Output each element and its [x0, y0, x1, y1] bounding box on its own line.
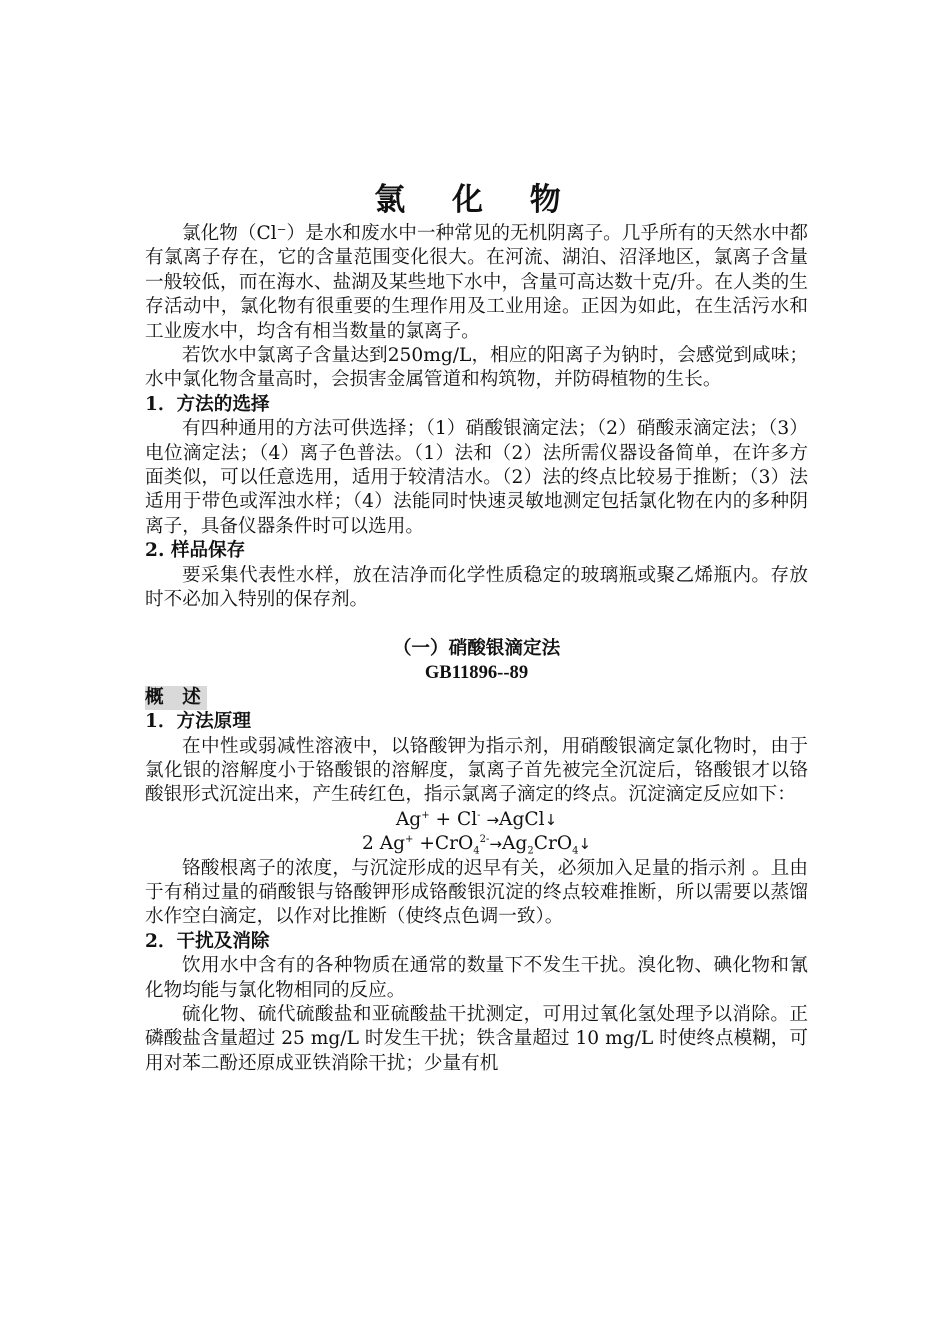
overview-label: 概 述 [145, 686, 207, 710]
method-choice-paragraph: 有四种通用的方法可供选择；（1）硝酸银滴定法；（2）硝酸汞滴定法；（3）电位滴定法；（4）离子色普法。（1）法和（2）法所需仪器设备简单，在许多方面类似，可以任意选用，适用于较清洁水。（2）法的终点比较易于推断；（3）法适用于带色或浑浊水样；（4）法能同时快速灵敏地测定包括氯化物在内的多种阴离子，具备仪器条件时可以选用。 [145, 418, 808, 537]
principle-paragraph-2: 铬酸根离子的浓度，与沉淀形成的迟早有关，必须加入足量的指示剂 。且由于有稍过量的硝酸银与铬酸钾形成铬酸银沉淀的终点较难推断，所以需要以蒸馏水作空白滴定，以作对比推断（使终点色调一致）。 [145, 857, 808, 928]
reaction-equation-1: Ag+ + Cl- →AgCl↓ [395, 808, 558, 830]
precipitate-arrow-icon: ↓ [578, 835, 592, 854]
reaction-arrow-icon: → [489, 835, 502, 854]
spacer [145, 613, 808, 637]
document-page [145, 178, 808, 1076]
interference-heading: 2．干扰及消除 [145, 930, 270, 952]
section-heading-sample-storage: 2. 样品保存 [145, 540, 246, 562]
sample-storage-paragraph: 要采集代表性水样，放在洁净而化学性质稳定的玻璃瓶或聚乙烯瓶内。存放时不必加入特别的保存剂。 [145, 564, 808, 611]
reaction-arrow-icon: → [486, 810, 500, 829]
reaction-equation-2: 2 $Ag^+ +CrO_4^{2-}\to Ag_2CrO_4↓$ [361, 833, 592, 857]
page-title: 氯 化 物 [374, 182, 579, 218]
interference-paragraph-1: 饮用水中含有的各种物质在通常的数量下不发生干扰。溴化物、碘化物和氰化物均能与氯化物相同的反应。 [145, 955, 808, 1001]
standard-number: GB11896--89 [424, 662, 529, 684]
interference-paragraph-2: 硫化物、硫代硫酸盐和亚硫酸盐干扰测定，可用过氧化氢处理予以消除。正磷酸盐含量超过 25 mg/L 时发生干扰；铁含量超过 10 mg/L 时使终点模糊，可用对苯二酚还原成亚铁消除干扰；少量有机 [145, 1003, 808, 1074]
precipitate-arrow-icon: ↓ [544, 810, 558, 829]
principle-paragraph: 在中性或弱减性溶液中，以铬酸钾为指示剂，用硝酸银滴定氯化物时，由于氯化银的溶解度小于铬酸银的溶解度，氯离子首先被完全沉淀后，铬酸银才以铬酸银形式沉淀出来，产生砖红色，指示氯离子滴定的终点。沉淀滴定反应如下： [145, 735, 808, 806]
principle-heading: 1．方法原理 [145, 711, 251, 733]
section-heading-method-choice: 1．方法的选择 [145, 393, 270, 415]
intro-paragraph-2: 若饮水中氯离子含量达到250mg/L，相应的阳离子为钠时，会感觉到咸味；水中氯化物含量高时，会损害金属管道和构筑物，并防碍植物的生长。 [145, 345, 808, 391]
intro-paragraph-1: 氯化物（Cl⁻）是水和废水中一种常见的无机阴离子。几乎所有的天然水中都有氯离子存在，它的含量范围变化很大。在河流、湖泊、沼泽地区，氯离子含量一般较低，而在海水、盐湖及某些地下水中，含量可高达数十克/升。在人类的生存活动中，氯化物有很重要的生理作用及工业用途。正因为如此，在生活污水和工业废水中，均含有相当数量的氯离子。 [145, 223, 808, 342]
method-title: （一）硝酸银滴定法 [392, 637, 561, 659]
